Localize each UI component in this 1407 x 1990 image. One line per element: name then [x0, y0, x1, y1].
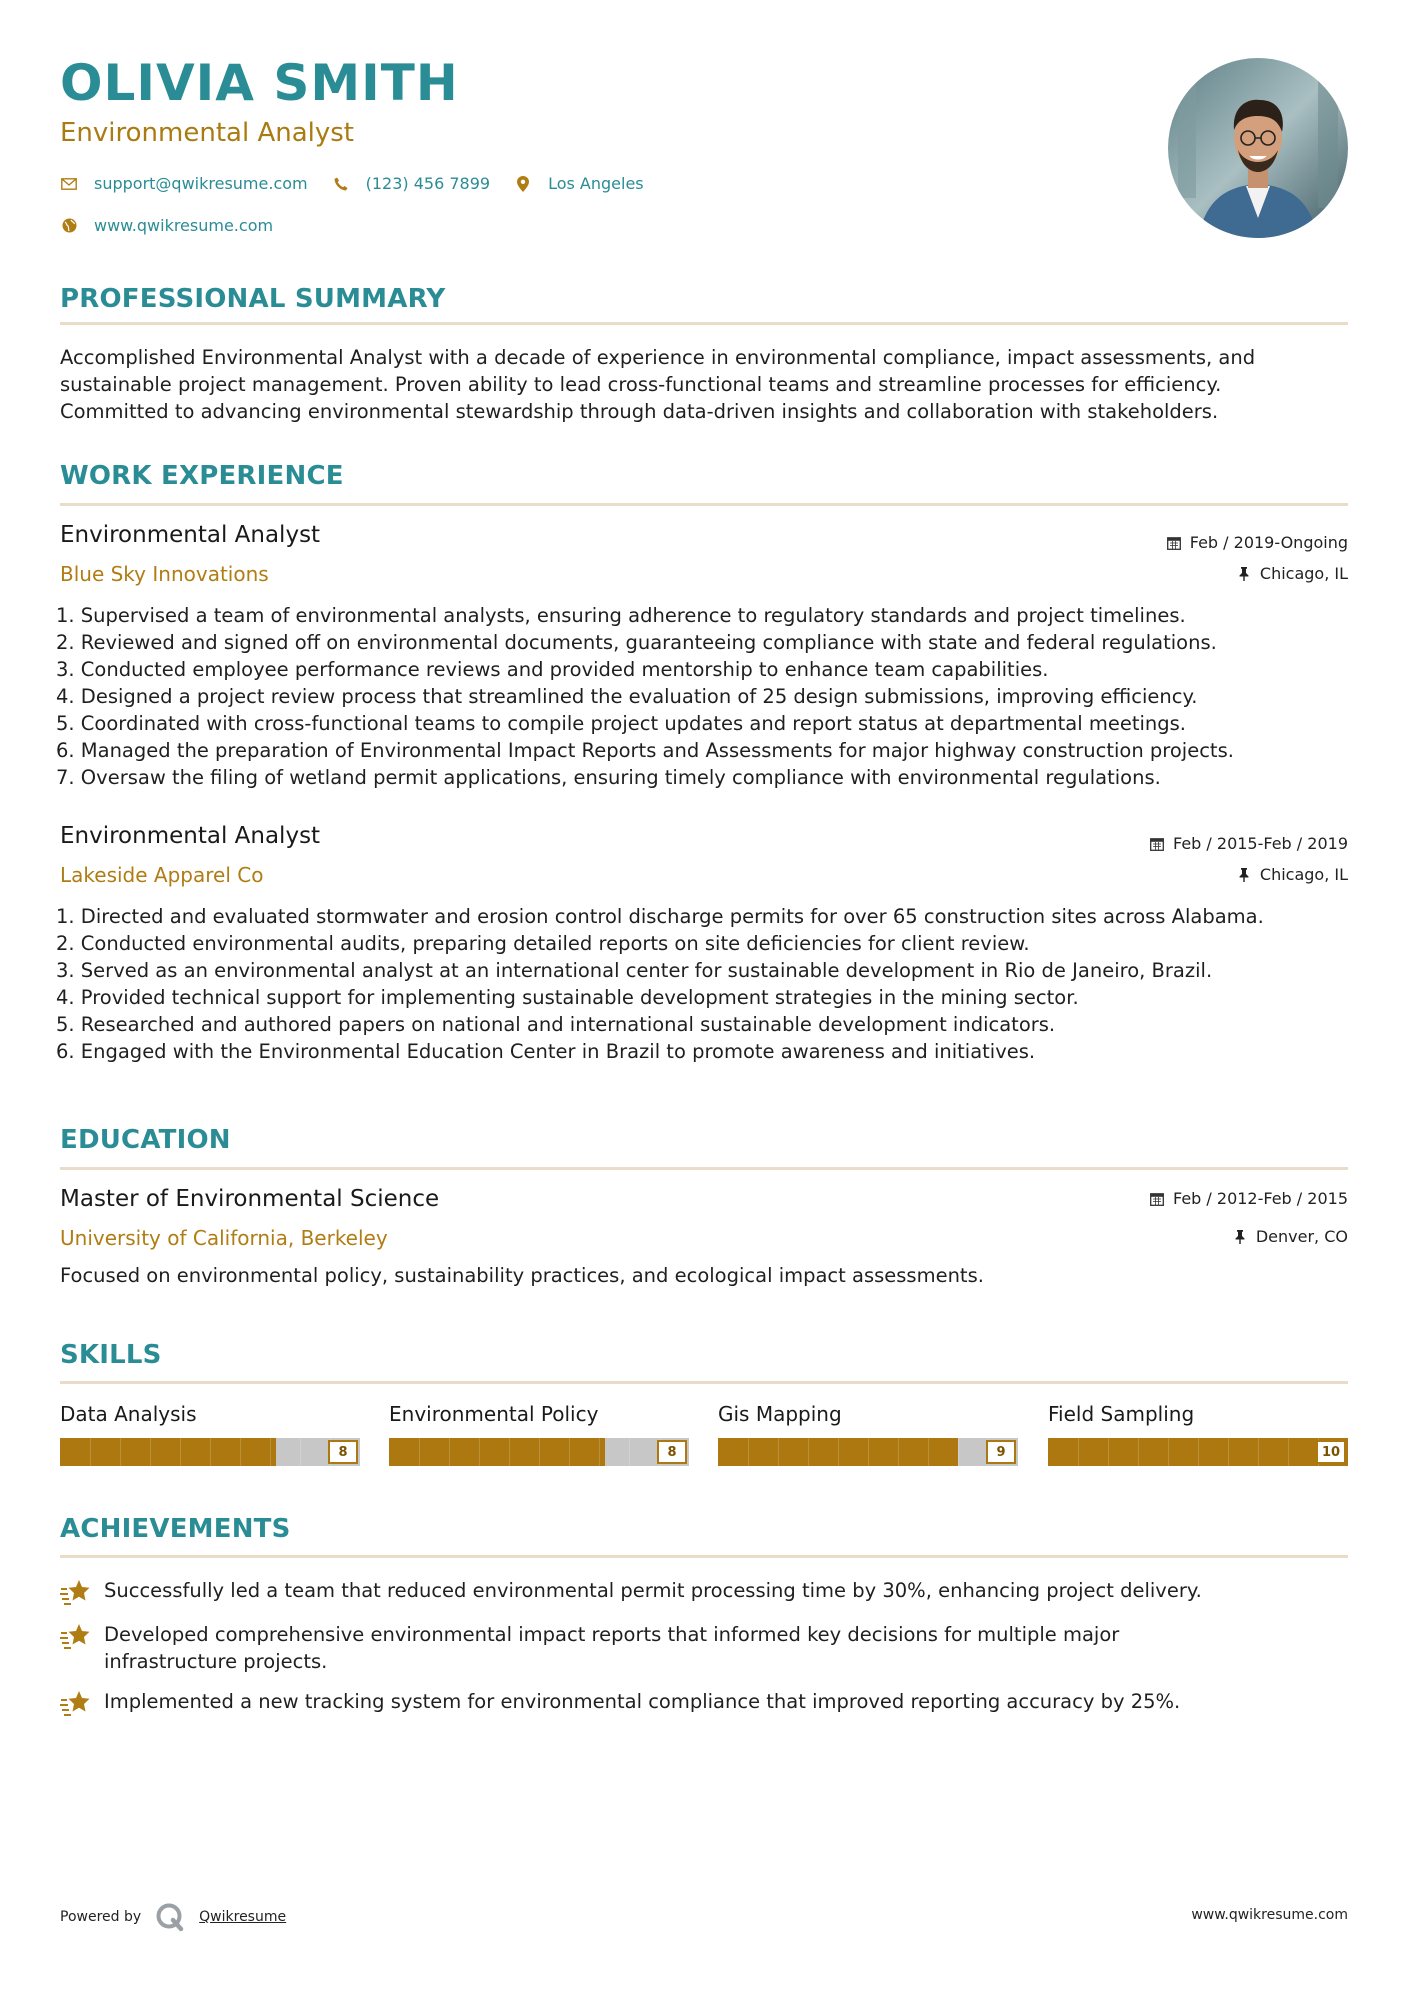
job-bullets [56, 602, 1366, 791]
achievements-divider [60, 1555, 1348, 1558]
job-location [1236, 865, 1348, 884]
skill-bar-segment [360, 1438, 361, 1466]
list-item: 6. Engaged with the Environmental Education Center in Brazil to promote awareness and initiatives. [56, 1040, 1036, 1063]
skill-bar-segment [479, 1438, 480, 1466]
skill-bar-segment [270, 1438, 271, 1466]
calendar-icon [1149, 1191, 1165, 1207]
skill-bar-segment [808, 1438, 809, 1466]
education-location-text: Denver, CO [1255, 1227, 1348, 1246]
summary-line: Accomplished Environmental Analyst with a decade of experience in environmental compliance, impact assessments, and [60, 346, 1256, 369]
achievement-item [60, 1688, 1350, 1718]
powered-by-text: Powered by [60, 1909, 142, 1925]
skill-bar-segment [449, 1438, 450, 1466]
achievement-item [60, 1577, 1350, 1607]
skills-heading: SKILLS [60, 1340, 162, 1370]
skill-bar-segment [150, 1438, 151, 1466]
phone-contact[interactable] [332, 174, 490, 193]
list-item: 3. Served as an environmental analyst at an international center for sustainable development in Rio de Janeiro, Brazil. [56, 959, 1213, 982]
skill-bar-segment [1108, 1438, 1109, 1466]
summary-divider [60, 322, 1348, 325]
skill-bar-segment [1348, 1438, 1349, 1466]
skill-item [60, 1402, 360, 1466]
education-divider [60, 1167, 1348, 1170]
skill-bar-segment [629, 1438, 630, 1466]
skill-bar-segment [958, 1438, 959, 1466]
skill-bar-segment [1258, 1438, 1259, 1466]
list-item: 1. Supervised a team of environmental analysts, ensuring adherence to regulatory standards and project timelines. [56, 604, 1186, 627]
skills-divider [60, 1381, 1348, 1384]
footer-powered-by [60, 1902, 286, 1932]
email-contact[interactable] [60, 174, 308, 193]
list-item: 2. Reviewed and signed off on environmental documents, guaranteeing compliance with state and federal regulations. [56, 631, 1217, 654]
list-item: 6. Managed the preparation of Environmental Impact Reports and Assessments for major highway construction projects. [56, 739, 1234, 762]
footer-url[interactable]: www.qwikresume.com [1191, 1907, 1348, 1923]
job-title: Environmental Analyst [60, 522, 321, 548]
skill-bar-segment [1198, 1438, 1199, 1466]
education-heading: EDUCATION [60, 1125, 231, 1155]
skill-bar-segment [210, 1438, 211, 1466]
job-date [1166, 533, 1348, 552]
skill-bar-segment [300, 1438, 301, 1466]
qwikresume-link[interactable]: Qwikresume [199, 1909, 287, 1925]
job-location-text: Chicago, IL [1259, 564, 1348, 583]
skill-bar-segment [539, 1438, 540, 1466]
skill-bar-segment [180, 1438, 181, 1466]
pushpin-icon [1232, 1229, 1248, 1245]
job-location-text: Chicago, IL [1259, 865, 1348, 884]
skill-label: Field Sampling [1048, 1402, 1195, 1426]
skill-bar-segment [1018, 1438, 1019, 1466]
shooting-star-icon [60, 1621, 92, 1651]
shooting-star-icon [60, 1688, 92, 1718]
list-item: 4. Designed a project review process that streamlined the evaluation of 25 design submissions, improving efficiency. [56, 685, 1198, 708]
education-description: Focused on environmental policy, sustainability practices, and ecological impact assessments. [60, 1264, 984, 1287]
list-item: 4. Provided technical support for implementing sustainable development strategies in the mining sector. [56, 986, 1079, 1009]
summary-line: sustainable project management. Proven ability to lead cross-functional teams and streamline processes for efficiency. [60, 373, 1222, 396]
skill-bar-segment [928, 1438, 929, 1466]
skill-bar-segment [898, 1438, 899, 1466]
skill-bar-segment [419, 1438, 420, 1466]
location-text: Los Angeles [548, 174, 644, 193]
education-location [1232, 1227, 1348, 1246]
pushpin-icon [1236, 867, 1252, 883]
skill-label: Gis Mapping [718, 1402, 842, 1426]
achievement-text: Successfully led a team that reduced environmental permit processing time by 30%, enhancing project delivery. [104, 1579, 1202, 1602]
skill-score: 8 [328, 1440, 358, 1464]
achievement-line: infrastructure projects. [104, 1650, 328, 1673]
list-item: 1. Directed and evaluated stormwater and erosion control discharge permits for over 65 construction sites across Alabama. [56, 905, 1264, 928]
skill-bar-segment [1138, 1438, 1139, 1466]
skill-bar [1048, 1438, 1348, 1466]
education-date [1149, 1189, 1348, 1208]
skill-label: Environmental Policy [389, 1402, 599, 1426]
achievements-heading: ACHIEVEMENTS [60, 1514, 291, 1544]
experience-heading: WORK EXPERIENCE [60, 461, 344, 491]
job-date-text: Feb / 2015-Feb / 2019 [1173, 834, 1348, 853]
envelope-icon [60, 175, 78, 193]
skill-bar-segment [569, 1438, 570, 1466]
skill-bar-segment [868, 1438, 869, 1466]
job-date [1149, 834, 1348, 853]
job-date-text: Feb / 2019-Ongoing [1189, 533, 1348, 552]
skill-item [389, 1402, 689, 1466]
skill-bar-segment [1228, 1438, 1229, 1466]
skill-bar-segment [748, 1438, 749, 1466]
location-contact [514, 174, 644, 193]
skill-bar-segment [1078, 1438, 1079, 1466]
list-item: 2. Conducted environmental audits, preparing detailed reports on site deficiencies for client review. [56, 932, 1030, 955]
experience-divider [60, 503, 1348, 506]
degree-title: Master of Environmental Science [60, 1186, 440, 1212]
skill-bar-segment [838, 1438, 839, 1466]
website-text: www.qwikresume.com [94, 216, 274, 235]
skill-bar-segment [599, 1438, 600, 1466]
list-item: 7. Oversaw the filing of wetland permit applications, ensuring timely compliance with environmental regulations. [56, 766, 1161, 789]
achievement-item [60, 1621, 1350, 1675]
skill-bar-segment [1288, 1438, 1289, 1466]
candidate-role: Environmental Analyst [60, 118, 354, 148]
skill-score: 8 [657, 1440, 687, 1464]
globe-icon [60, 217, 78, 235]
skill-bar-segment [778, 1438, 779, 1466]
summary-line: Committed to advancing environmental stewardship through data-driven insights and collaboration with stakeholders. [60, 400, 1219, 423]
qwikresume-logo-icon [155, 1902, 185, 1932]
list-item: 5. Researched and authored papers on national and international sustainable development indicators. [56, 1013, 1056, 1036]
phone-text: (123) 456 7899 [365, 174, 491, 193]
job-title: Environmental Analyst [60, 823, 321, 849]
job-bullets [56, 903, 1366, 1065]
candidate-name: OLIVIA SMITH [60, 54, 459, 112]
skill-score: 9 [986, 1440, 1016, 1464]
skill-bar-fill [389, 1438, 605, 1466]
achievement-text: Implemented a new tracking system for environmental compliance that improved reporting accuracy by 25%. [104, 1690, 1181, 1713]
skill-item [1048, 1402, 1348, 1466]
skill-bar [389, 1438, 689, 1466]
map-pin-icon [514, 175, 532, 193]
phone-icon [332, 175, 350, 193]
skill-bar-segment [240, 1438, 241, 1466]
calendar-icon [1166, 535, 1182, 551]
skill-score: 10 [1316, 1440, 1346, 1464]
contact-row [60, 174, 668, 193]
email-text: support@qwikresume.com [94, 174, 308, 193]
skill-label: Data Analysis [60, 1402, 197, 1426]
website-row [60, 216, 297, 235]
skill-bar-segment [1168, 1438, 1169, 1466]
school-name: University of California, Berkeley [60, 1226, 388, 1250]
skill-bar [60, 1438, 360, 1466]
job-location [1236, 564, 1348, 583]
job-company: Lakeside Apparel Co [60, 863, 264, 887]
website-contact[interactable] [60, 216, 273, 235]
skill-bar [718, 1438, 1018, 1466]
education-date-text: Feb / 2012-Feb / 2015 [1173, 1189, 1348, 1208]
list-item: 5. Coordinated with cross-functional teams to compile project updates and report status at departmental meetings. [56, 712, 1187, 735]
job-company: Blue Sky Innovations [60, 562, 269, 586]
skill-bar-segment [689, 1438, 690, 1466]
summary-heading: PROFESSIONAL SUMMARY [60, 284, 446, 314]
list-item: 3. Conducted employee performance reviews and provided mentorship to enhance team capabilities. [56, 658, 1049, 681]
skill-bar-segment [120, 1438, 121, 1466]
calendar-icon [1149, 836, 1165, 852]
pushpin-icon [1236, 566, 1252, 582]
skill-bar-segment [90, 1438, 91, 1466]
skill-bar-segment [509, 1438, 510, 1466]
summary-text [60, 344, 1360, 425]
achievement-line: Developed comprehensive environmental impact reports that informed key decisions for multiple major [104, 1623, 1120, 1646]
skill-item [718, 1402, 1018, 1466]
skill-bar-fill [60, 1438, 276, 1466]
profile-photo [1168, 58, 1348, 238]
shooting-star-icon [60, 1577, 92, 1607]
achievement-text [104, 1621, 1119, 1675]
